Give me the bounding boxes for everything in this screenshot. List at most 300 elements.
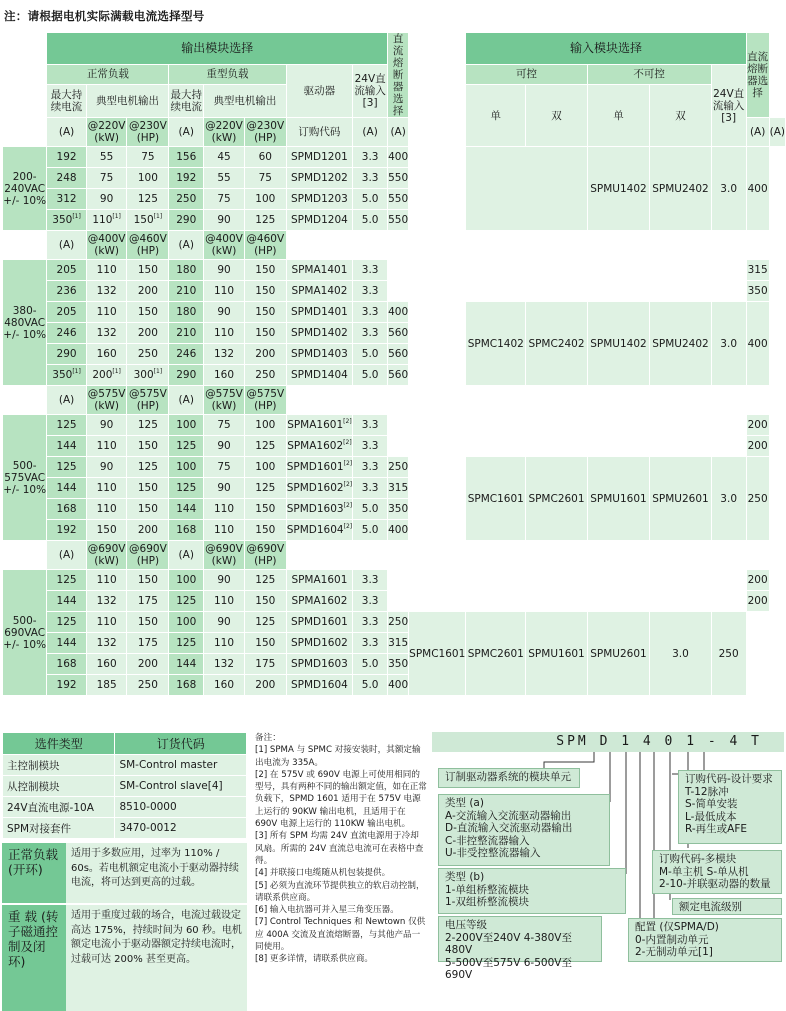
- data-cell: 246: [169, 344, 204, 365]
- unit-cell: (A): [47, 231, 86, 260]
- input-u2: SPMU2601: [650, 457, 711, 541]
- data-cell: 125: [169, 591, 204, 612]
- input-c1: SPMC1601: [466, 457, 526, 541]
- data-cell: 150: [244, 323, 286, 344]
- side-fuse: 200: [746, 415, 769, 436]
- option-code: SM-Control slave[4]: [115, 776, 247, 797]
- data-cell: 250: [244, 365, 286, 386]
- data-cell: 90: [204, 436, 245, 457]
- data-cell: 60: [244, 147, 286, 168]
- normal-duty-desc: 适用于多数应用，过率为 110% / 60s。若电机额定电流小于驱动器持续电流，将可达到更高的过载。: [66, 843, 247, 903]
- dc24-value: 3.3: [353, 302, 388, 323]
- data-cell: 110: [204, 591, 245, 612]
- data-cell: 110: [204, 323, 245, 344]
- drive-code: SPMD1601[2]: [286, 457, 352, 478]
- remark-line: 备注：: [255, 733, 281, 743]
- type_b-line: 1-双组桥整流模块: [445, 896, 529, 908]
- rated-box: [672, 898, 782, 915]
- unit-cell: (A): [169, 541, 204, 570]
- data-cell: 100: [244, 189, 286, 210]
- data-cell: 125: [127, 415, 169, 436]
- unit-cell: @400V (kW): [204, 231, 245, 260]
- input-c1: SPMC1402: [466, 302, 526, 386]
- data-cell: 100: [169, 612, 204, 633]
- design-box: [678, 770, 782, 844]
- remark-line: [4] 并联接口电缆随从机包装提供。: [255, 868, 391, 879]
- config-line: 2-无制动单元[1]: [635, 946, 713, 958]
- input-fuse: 400: [746, 302, 769, 386]
- normal-duty-header: 正常负载: [47, 65, 169, 85]
- rated-label: 额定电流级别: [679, 901, 742, 913]
- order-code: SPM D 1 4 0 1 - 4 T: [432, 732, 784, 752]
- data-cell: 55: [86, 147, 127, 168]
- drive-code: SPMA1602[2]: [286, 436, 352, 457]
- data-cell: 144: [47, 478, 86, 499]
- unit-cell: @460V (HP): [127, 231, 169, 260]
- data-cell: 156: [169, 147, 204, 168]
- type_b-line: 1-单组桥整流模块: [445, 883, 529, 896]
- data-cell: 290: [47, 344, 86, 365]
- unit-a: (A): [353, 118, 388, 147]
- config-line: 配置 (仅SPMA/D): [635, 921, 719, 933]
- remark-line: [3] 所有 SPM 均需 24V 直流电源用于冷却风扇。所需的 24V 直流总电流可在表格中查得。: [255, 831, 424, 866]
- data-cell: 90: [86, 457, 127, 478]
- unit-cell: (A): [169, 386, 204, 415]
- side-fuse: 200: [746, 436, 769, 457]
- normal-duty-key: 正常负载 (开环): [2, 843, 66, 903]
- data-cell: 132: [86, 633, 127, 654]
- unit-cell: @220V (kW): [204, 118, 245, 147]
- input-c2: SPMC2601: [466, 612, 526, 696]
- data-cell: 175: [244, 654, 286, 675]
- data-cell: 90: [204, 260, 245, 281]
- data-cell: 110: [204, 281, 245, 302]
- drive-code: SPMD1602[2]: [286, 478, 352, 499]
- fuse-value: 560: [388, 344, 409, 365]
- output-title: 输出模块选择: [47, 33, 388, 65]
- side-fuse: 200: [746, 591, 769, 612]
- data-cell: 150: [244, 633, 286, 654]
- max-current-header: 最大持续电流: [47, 84, 86, 118]
- data-cell: 110: [86, 570, 127, 591]
- design-line: T-12脉冲: [685, 785, 729, 798]
- drive-code: SPMD1403: [286, 344, 352, 365]
- remark-line: [6] 输入电抗器可并入星三角变压器。: [255, 905, 399, 916]
- double-uncontrolled: 双: [650, 84, 711, 147]
- design-line: S-简单安装: [685, 798, 738, 810]
- dc24-header: 24V直流输入[3]: [353, 65, 388, 118]
- data-cell: 192: [47, 675, 86, 696]
- option-type: 从控制模块: [3, 776, 115, 797]
- drive-code: SPMD1204: [286, 210, 352, 231]
- fuse-value: 350: [388, 499, 409, 520]
- voltage-line: 5-500V至575V 6-500V至690V: [445, 956, 572, 981]
- dc24-value: 3.3: [353, 457, 388, 478]
- data-cell: 132: [204, 344, 245, 365]
- data-cell: 125: [127, 457, 169, 478]
- data-cell: 200: [244, 344, 286, 365]
- dc24-value: 3.3: [353, 591, 388, 612]
- data-cell: 180: [169, 260, 204, 281]
- input-title: 输入模块选择: [466, 33, 746, 65]
- type-a-box: [438, 794, 610, 866]
- data-cell: 100: [169, 570, 204, 591]
- data-cell: 350[1]: [47, 210, 86, 231]
- data-cell: 236: [47, 281, 86, 302]
- data-cell: 150: [127, 260, 169, 281]
- data-cell: 100: [244, 457, 286, 478]
- data-cell: 75: [204, 457, 245, 478]
- data-cell: 125: [244, 612, 286, 633]
- data-cell: 125: [47, 612, 86, 633]
- drive-code: SPMD1604: [286, 675, 352, 696]
- data-cell: 90: [86, 189, 127, 210]
- data-cell: 125: [244, 570, 286, 591]
- design-line: 订购代码-设计要求: [685, 773, 773, 785]
- unit-cell: (A): [169, 118, 204, 147]
- remark-line: [1] SPMA 与 SPMC 对接安装时，其额定输出电流为 335A。: [255, 745, 421, 768]
- data-cell: 168: [169, 520, 204, 541]
- multi-box: [652, 850, 782, 894]
- drive-code: SPMD1603[2]: [286, 499, 352, 520]
- data-cell: 290: [169, 210, 204, 231]
- heavy-duty-key: 重 载 (转子磁通控制及闭环): [2, 905, 66, 1011]
- input-c2: SPMC2601: [526, 457, 587, 541]
- input-u1: SPMU1601: [526, 612, 587, 696]
- data-cell: 150[1]: [127, 210, 169, 231]
- data-cell: 205: [47, 302, 86, 323]
- fuse-value: 250: [388, 457, 409, 478]
- type_a-line: C-非控整流器输入: [445, 834, 530, 847]
- data-cell: 175: [127, 633, 169, 654]
- input-u1: SPMU1601: [587, 457, 650, 541]
- unit-cell: (A): [169, 231, 204, 260]
- data-cell: 350[1]: [47, 365, 86, 386]
- options-panel: [2, 732, 247, 1011]
- drive-header: 驱动器: [286, 65, 352, 118]
- data-cell: 132: [86, 591, 127, 612]
- input-24v: 3.0: [711, 147, 746, 231]
- data-cell: 150: [127, 302, 169, 323]
- drive-code: SPMD1402: [286, 323, 352, 344]
- data-cell: 150: [244, 302, 286, 323]
- drive-code: SPMA1402: [286, 281, 352, 302]
- data-cell: 160: [86, 344, 127, 365]
- data-cell: 144: [47, 633, 86, 654]
- type_b-line: 类型 (b): [445, 871, 485, 883]
- data-cell: 75: [86, 168, 127, 189]
- dc24-value: 3.3: [353, 612, 388, 633]
- option-code: 8510-0000: [115, 797, 247, 818]
- fuse-value: 550: [388, 189, 409, 210]
- data-cell: 150: [86, 520, 127, 541]
- data-cell: 200: [127, 520, 169, 541]
- dc24-value: 3.3: [353, 323, 388, 344]
- data-cell: 192: [169, 168, 204, 189]
- order-code-diagram: [432, 732, 784, 981]
- multi-line: 2-10-并联驱动器的数量: [659, 878, 771, 890]
- double-controlled: 双: [526, 84, 587, 147]
- data-cell: 45: [204, 147, 245, 168]
- input-24v: 3.0: [711, 302, 746, 386]
- heavy-duty-header: 重型负载: [169, 65, 286, 85]
- fuse-value: 400: [388, 675, 409, 696]
- drive-code: SPMA1602: [286, 591, 352, 612]
- unit-cell: @575V (kW): [204, 386, 245, 415]
- input-c1: SPMC1601: [409, 612, 466, 696]
- data-cell: 200[1]: [86, 365, 127, 386]
- page-note: 注：请根据电机实际满载电流选择型号: [4, 9, 205, 23]
- data-cell: 150: [127, 570, 169, 591]
- data-cell: 110: [86, 612, 127, 633]
- data-cell: 200: [244, 675, 286, 696]
- module-unit-box: [438, 768, 580, 788]
- data-cell: 75: [127, 147, 169, 168]
- dc24-value: 5.0: [353, 654, 388, 675]
- drive-code: SPMD1202: [286, 168, 352, 189]
- data-cell: 160: [204, 365, 245, 386]
- data-cell: 75: [204, 415, 245, 436]
- dc24-value: 3.3: [353, 281, 388, 302]
- drive-code: SPMA1601[2]: [286, 415, 352, 436]
- option-type-header: 选件类型: [3, 733, 115, 755]
- unit-cell: (A): [47, 386, 86, 415]
- unit-cell: @230V (HP): [244, 118, 286, 147]
- dc24-value: 3.3: [353, 436, 388, 457]
- input-u2: SPMU2601: [587, 612, 650, 696]
- drive-code: SPMD1603: [286, 654, 352, 675]
- data-cell: 290: [169, 365, 204, 386]
- unit-a: (A): [388, 118, 409, 147]
- design-line: L-最低成本: [685, 810, 737, 823]
- type_a-line: A-交流输入交流驱动器输出: [445, 809, 572, 822]
- type_a-line: 类型 (a): [445, 797, 484, 809]
- single-controlled: 单: [466, 84, 526, 147]
- multi-line: 订购代码-多模块: [659, 853, 737, 865]
- data-cell: 90: [204, 570, 245, 591]
- fuse-value: 350: [388, 654, 409, 675]
- data-cell: 250: [127, 675, 169, 696]
- unit-cell: @690V (HP): [127, 541, 169, 570]
- drive-code: SPMD1602: [286, 633, 352, 654]
- dc24-value: 5.0: [353, 675, 388, 696]
- dc24-value: 3.3: [353, 633, 388, 654]
- data-cell: 160: [86, 654, 127, 675]
- side-fuse: 315: [746, 260, 769, 281]
- unit-cell: @575V (kW): [86, 386, 127, 415]
- drive-code: SPMD1604[2]: [286, 520, 352, 541]
- data-cell: 125: [127, 189, 169, 210]
- input-fuse: 400: [746, 147, 769, 231]
- drive-code: SPMD1601: [286, 612, 352, 633]
- type-b-box: [438, 868, 626, 914]
- data-cell: 110: [86, 499, 127, 520]
- remark-line: [5] 必须为直流环节提供独立的软启动控制，请联系供应商。: [255, 880, 425, 903]
- data-cell: 110: [86, 478, 127, 499]
- side-fuse: 200: [746, 570, 769, 591]
- data-cell: 125: [244, 478, 286, 499]
- option-type: 24V直流电源-10A: [3, 797, 115, 818]
- data-cell: 125: [47, 457, 86, 478]
- unit-cell: @230V (HP): [127, 118, 169, 147]
- remarks: [255, 732, 427, 966]
- data-cell: 90: [204, 210, 245, 231]
- data-cell: 200: [127, 654, 169, 675]
- data-cell: 150: [244, 520, 286, 541]
- selection-table: [2, 32, 786, 696]
- fuse-value: 560: [388, 365, 409, 386]
- voltage-label: 500-690VAC +/- 10%: [3, 570, 47, 696]
- controlled-cell: [466, 147, 587, 231]
- data-cell: 200: [127, 323, 169, 344]
- data-cell: 110: [86, 260, 127, 281]
- dc24-value: 5.0: [353, 365, 388, 386]
- dc24-value: 3.3: [353, 570, 388, 591]
- data-cell: 300[1]: [127, 365, 169, 386]
- dc24-value: 3.3: [353, 168, 388, 189]
- data-cell: 180: [169, 302, 204, 323]
- data-cell: 205: [47, 260, 86, 281]
- data-cell: 100: [127, 168, 169, 189]
- drive-code: SPMD1201: [286, 147, 352, 168]
- type_a-line: D-直流输入交流驱动器输出: [445, 822, 573, 834]
- input-fuse: 250: [746, 457, 769, 541]
- unit-cell: @575V (HP): [127, 386, 169, 415]
- data-cell: 110: [204, 499, 245, 520]
- dc24-value: 5.0: [353, 344, 388, 365]
- typical-motor-header: 典型电机输出: [86, 84, 169, 118]
- fuse-value: 400: [388, 302, 409, 323]
- dc24-value: 5.0: [353, 189, 388, 210]
- remark-line: [7] Control Techniques 和 Newtown 仅供应 400A 交流及直流熔断器，与其他产品一同使用。: [255, 917, 426, 953]
- input-u1: SPMU1402: [587, 147, 650, 231]
- voltage-label: 380-480VAC +/- 10%: [3, 260, 47, 386]
- fuse-header-input: 直流熔断器选择: [746, 33, 769, 118]
- input-u2: SPMU2402: [650, 302, 711, 386]
- uncontrolled-header: 不可控: [587, 65, 711, 85]
- unit-cell: @400V (kW): [86, 231, 127, 260]
- data-cell: 168: [47, 499, 86, 520]
- unit-cell: @575V (HP): [244, 386, 286, 415]
- unit-cell: @220V (kW): [86, 118, 127, 147]
- unit-a: (A): [746, 118, 769, 147]
- heavy-duty-desc: 适用于重度过载的场合，电流过载设定高达 175%，持续时间为 60 秒。电机额定电流小于驱动器额定持续电流时，过载可达 200% 甚至更高。: [66, 905, 247, 1011]
- data-cell: 125: [244, 436, 286, 457]
- input-24v: 3.0: [650, 612, 711, 696]
- dc24-value: 3.3: [353, 260, 388, 281]
- data-cell: 125: [244, 210, 286, 231]
- unit-cell: @460V (HP): [244, 231, 286, 260]
- data-cell: 90: [204, 612, 245, 633]
- dc24-input-header: 24V直流输入[3]: [711, 65, 746, 147]
- input-u1: SPMU1402: [587, 302, 650, 386]
- option-type: 主控制模块: [3, 755, 115, 776]
- data-cell: 192: [47, 147, 86, 168]
- unit-a: (A): [769, 118, 785, 147]
- drive-code: SPMD1404: [286, 365, 352, 386]
- drive-code: SPMA1601: [286, 570, 352, 591]
- data-cell: 168: [47, 654, 86, 675]
- fuse-value: 560: [388, 323, 409, 344]
- max-current-header-heavy: 最大持续电流: [169, 84, 204, 118]
- fuse-header: 直流熔断器选择: [388, 33, 409, 118]
- option-type: SPM对接套件: [3, 818, 115, 839]
- dc24-value: 3.3: [353, 478, 388, 499]
- data-cell: 132: [204, 654, 245, 675]
- dc24-value: 5.0: [353, 520, 388, 541]
- fuse-value: 400: [388, 520, 409, 541]
- data-cell: 125: [169, 633, 204, 654]
- dc24-value: 3.3: [353, 147, 388, 168]
- data-cell: 100: [169, 457, 204, 478]
- data-cell: 125: [47, 415, 86, 436]
- data-cell: 144: [47, 591, 86, 612]
- fuse-value: 550: [388, 168, 409, 189]
- data-cell: 150: [127, 499, 169, 520]
- fuse-value: 315: [388, 633, 409, 654]
- drive-code: SPMD1401: [286, 302, 352, 323]
- fuse-value: 550: [388, 210, 409, 231]
- dc24-value: 5.0: [353, 499, 388, 520]
- remark-line: [8] 更多详情，请联系供应商。: [255, 954, 374, 965]
- data-cell: 150: [244, 499, 286, 520]
- data-cell: 125: [169, 436, 204, 457]
- data-cell: 110[1]: [86, 210, 127, 231]
- unit-cell: @690V (kW): [86, 541, 127, 570]
- data-cell: 150: [127, 436, 169, 457]
- module-unit-label: 订制驱动器系统的模块单元: [445, 771, 571, 783]
- data-cell: 100: [244, 415, 286, 436]
- input-u2: SPMU2402: [650, 147, 711, 231]
- unit-cell: @690V (HP): [244, 541, 286, 570]
- side-fuse: 350: [746, 281, 769, 302]
- data-cell: 110: [204, 633, 245, 654]
- input-fuse: 250: [711, 612, 746, 696]
- voltage-line: 2-200V至240V 4-380V至480V: [445, 931, 572, 956]
- data-cell: 110: [86, 302, 127, 323]
- type_a-line: U-非受控整流器输入: [445, 847, 541, 859]
- data-cell: 144: [169, 654, 204, 675]
- design-line: R-再生或AFE: [685, 823, 748, 835]
- data-cell: 248: [47, 168, 86, 189]
- data-cell: 55: [204, 168, 245, 189]
- data-cell: 75: [204, 189, 245, 210]
- voltage-label: 500-575VAC +/- 10%: [3, 415, 47, 541]
- multi-line: M-单主机 S-单从机: [659, 865, 749, 878]
- unit-cell: (A): [47, 541, 86, 570]
- order-code-header: 订货代码: [115, 733, 247, 755]
- single-uncontrolled: 单: [587, 84, 650, 147]
- voltage-line: 电压等级: [445, 919, 487, 931]
- unit-cell: (A): [47, 118, 86, 147]
- data-cell: 250: [127, 344, 169, 365]
- data-cell: 110: [204, 520, 245, 541]
- data-cell: 150: [244, 281, 286, 302]
- data-cell: 125: [47, 570, 86, 591]
- voltage-label: 200-240VAC +/- 10%: [3, 147, 47, 231]
- data-cell: 185: [86, 675, 127, 696]
- data-cell: 144: [169, 499, 204, 520]
- controlled-header: 可控: [466, 65, 587, 85]
- input-24v: 3.0: [711, 457, 746, 541]
- data-cell: 210: [169, 281, 204, 302]
- data-cell: 100: [169, 415, 204, 436]
- config-line: 0-内置制动单元: [635, 933, 709, 946]
- unit-cell: @690V (kW): [204, 541, 245, 570]
- data-cell: 110: [86, 436, 127, 457]
- option-code: SM-Control master: [115, 755, 247, 776]
- data-cell: 250: [169, 189, 204, 210]
